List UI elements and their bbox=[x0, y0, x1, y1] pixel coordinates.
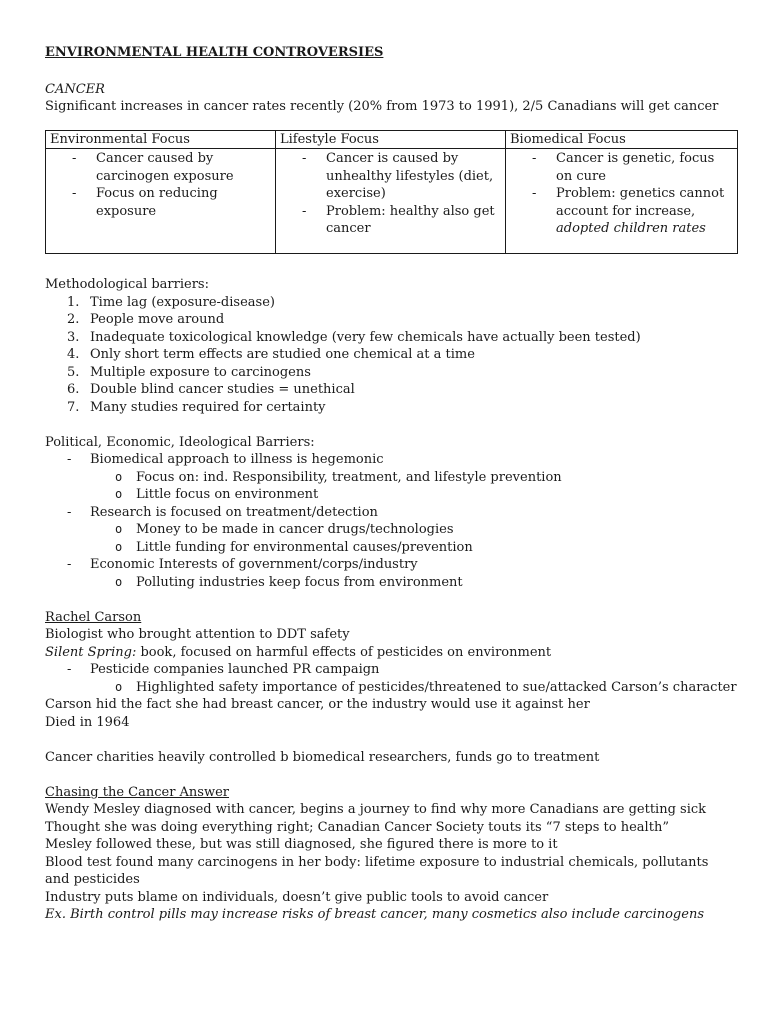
focus-table bbox=[45, 130, 738, 255]
focus-item-italic-tail: adopted children rates bbox=[556, 221, 706, 236]
list-item: o Little focus on environment bbox=[45, 486, 735, 504]
cancer-heading: CANCER bbox=[45, 81, 105, 97]
chasing-line: Wendy Mesley diagnosed with cancer, begins a journey to find why more Canadians are getting sick bbox=[45, 802, 707, 817]
focus-header-lifestyle: Lifestyle Focus bbox=[276, 130, 506, 149]
list-item: 7. Many studies required for certainty bbox=[67, 399, 326, 415]
focus-cell-environmental bbox=[46, 149, 276, 254]
carson-line: Died in 1964 bbox=[45, 714, 130, 730]
political-list bbox=[45, 504, 735, 522]
list-item: 4. Only short term effects are studied one chemical at a time bbox=[67, 347, 475, 362]
chasing-heading: Chasing the Cancer Answer bbox=[45, 784, 230, 800]
list-item: 3. Inadequate toxicological knowledge (very few chemicals have actually been tested) bbox=[67, 329, 641, 345]
focus-item-text: Problem: genetics cannot account for increase, bbox=[556, 186, 725, 219]
chasing-example: Ex. Birth control pills may increase risks of breast cancer, many cosmetics also include carcinogens bbox=[45, 907, 704, 922]
list-item: - Biomedical approach to illness is hegemonic bbox=[45, 451, 735, 469]
list-item: 6. Double blind cancer studies = unethical bbox=[67, 382, 355, 397]
focus-item: - Cancer is caused by unhealthy lifestyles (diet, exercise) bbox=[280, 150, 501, 203]
focus-header-biomedical: Biomedical Focus bbox=[506, 130, 738, 149]
carson-list bbox=[45, 661, 735, 679]
carson-line: Biologist who brought attention to DDT safety bbox=[45, 627, 350, 642]
charities-line: Cancer charities heavily controlled b biomedical researchers, funds go to treatment bbox=[45, 749, 600, 765]
chasing-line: Blood test found many carcinogens in her body: lifetime exposure to industrial chemicals, pollutants and pesticides bbox=[45, 854, 709, 887]
list-item: o Money to be made in cancer drugs/technologies bbox=[45, 521, 735, 539]
chasing-line: Mesley followed these, but was still diagnosed, she figured there is more to it bbox=[45, 837, 558, 852]
political-list bbox=[45, 451, 735, 469]
list-item: - Pesticide companies launched PR campaign bbox=[45, 661, 735, 679]
book-desc: book, focused on harmful effects of pesticides on environment bbox=[136, 644, 552, 660]
focus-cell-biomedical bbox=[506, 149, 738, 254]
chasing-line: Thought she was doing everything right; Canadian Cancer Society touts its “7 steps to health” bbox=[45, 819, 669, 835]
list-item: - Economic Interests of government/corps/industry bbox=[45, 556, 735, 574]
list-item: o Highlighted safety importance of pesticides/threatened to sue/attacked Carson’s character bbox=[45, 679, 735, 697]
method-list bbox=[45, 294, 735, 417]
focus-item bbox=[510, 185, 733, 238]
political-heading: Political, Economic, Ideological Barriers: bbox=[45, 434, 315, 450]
political-list bbox=[45, 556, 735, 574]
political-sublist bbox=[45, 521, 735, 556]
document-title: ENVIRONMENTAL HEALTH CONTROVERSIES bbox=[45, 45, 384, 60]
list-item: o Little funding for environmental causes/prevention bbox=[45, 539, 735, 557]
focus-cell-lifestyle bbox=[276, 149, 506, 254]
list-item: 5. Multiple exposure to carcinogens bbox=[67, 364, 311, 380]
focus-item: - Problem: healthy also get cancer bbox=[280, 203, 501, 238]
carson-heading: Rachel Carson bbox=[45, 609, 142, 625]
political-sublist bbox=[45, 469, 735, 504]
method-heading: Methodological barriers: bbox=[45, 277, 209, 292]
list-item: o Focus on: ind. Responsibility, treatment, and lifestyle prevention bbox=[45, 469, 735, 487]
focus-header-environmental: Environmental Focus bbox=[46, 130, 276, 149]
focus-item: - Cancer is genetic, focus on cure bbox=[510, 150, 733, 185]
carson-book-line bbox=[45, 644, 735, 662]
list-item: 1. Time lag (exposure-disease) bbox=[67, 294, 275, 310]
cancer-intro: Significant increases in cancer rates recently (20% from 1973 to 1991), 2/5 Canadians will get cancer bbox=[45, 99, 719, 114]
carson-line: Carson hid the fact she had breast cancer, or the industry would use it against her bbox=[45, 697, 590, 712]
focus-item: - Focus on reducing exposure bbox=[50, 185, 271, 220]
carson-sublist bbox=[45, 679, 735, 697]
list-item: o Polluting industries keep focus from environment bbox=[45, 574, 735, 592]
focus-item: - Cancer caused by carcinogen exposure bbox=[50, 150, 271, 185]
list-item: 2. People move around bbox=[67, 312, 225, 327]
political-sublist bbox=[45, 574, 735, 592]
book-title: Silent Spring: bbox=[45, 644, 137, 660]
document-content bbox=[45, 44, 735, 924]
list-item: - Research is focused on treatment/detection bbox=[45, 504, 735, 522]
chasing-line: Industry puts blame on individuals, doesn’t give public tools to avoid cancer bbox=[45, 889, 549, 905]
